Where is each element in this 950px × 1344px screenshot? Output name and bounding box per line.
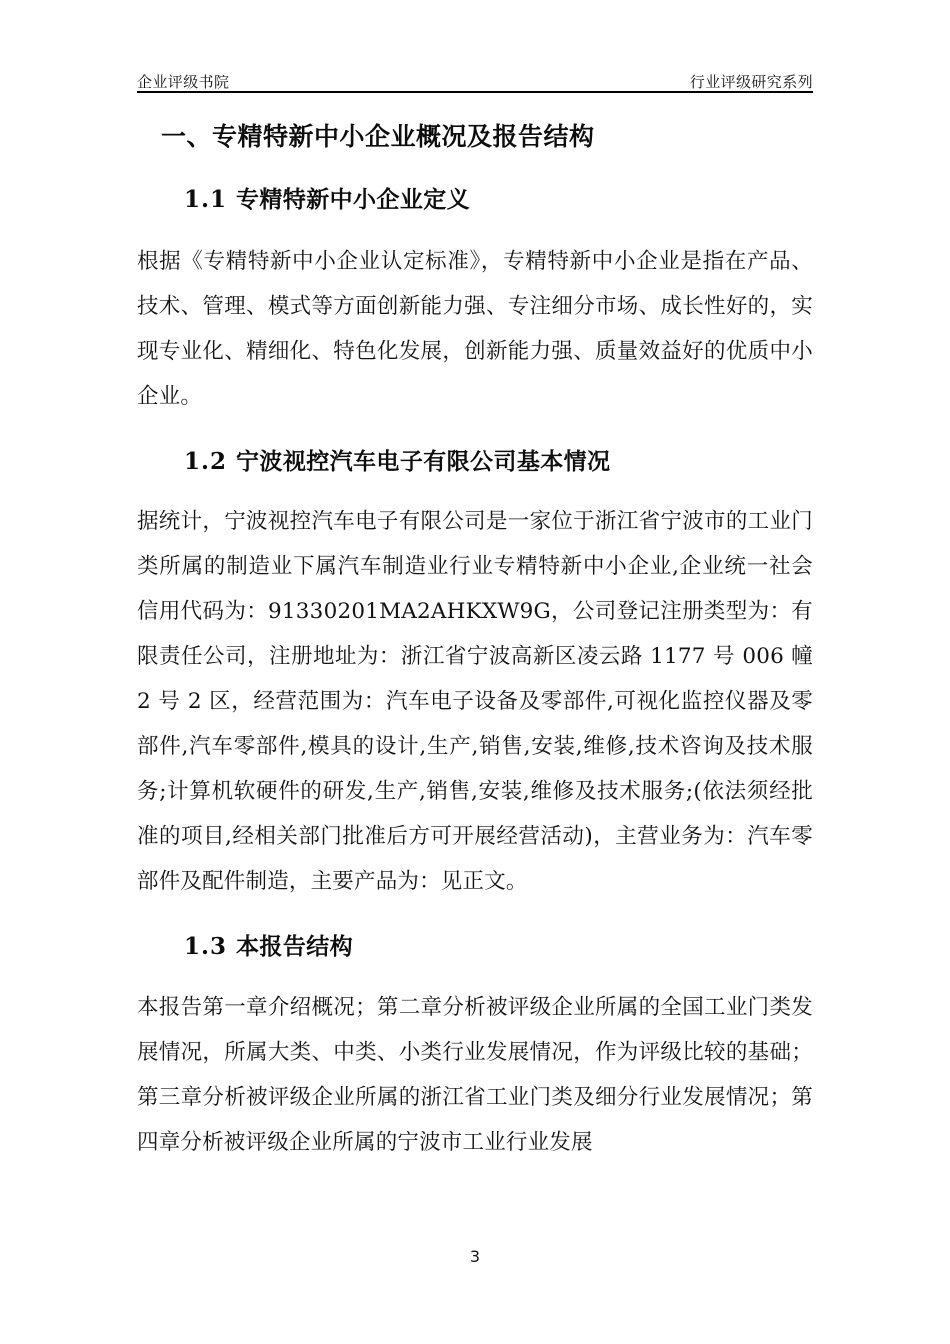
chapter-title: 一、专精特新中小企业概况及报告结构 bbox=[161, 122, 595, 151]
section-number-1-1: 1.1 bbox=[184, 186, 228, 213]
section-paragraph-1-1: 根据《专精特新中小企业认定标准》，专精特新中小企业是指在产品、技术、管理、模式等方面创新能力强、专注细分市场、成长性好的，实现专业化、精细化、特色化发展，创新能力强、质量效益好的优质中小企业。 bbox=[137, 249, 813, 409]
running-header bbox=[137, 60, 813, 90]
section-heading-1-2 bbox=[137, 419, 813, 481]
header-divider bbox=[137, 91, 813, 93]
section-number-1-3: 1.3 bbox=[184, 933, 228, 960]
page-number: 3 bbox=[469, 1247, 481, 1266]
page-content bbox=[137, 108, 813, 1165]
section-heading-1-3 bbox=[137, 904, 813, 966]
section-title-1-2: 宁波视控汽车电子有限公司基本情况 bbox=[236, 449, 611, 475]
section-paragraph-1-3: 本报告第一章介绍概况；第二章分析被评级企业所属的全国工业门类发展情况，所属大类、中类、小类行业发展情况，作为评级比较的基础；第三章分析被评级企业所属的浙江省工业门类及细分行业发展情况；第四章分析被评级企业所属的宁波市工业行业发展 bbox=[137, 995, 813, 1155]
section-paragraph-1-2: 据统计，宁波视控汽车电子有限公司是一家位于浙江省宁波市的工业门类所属的制造业下属汽车制造业行业专精特新中小企业,企业统一社会信用代码为：91330201MA2AHKXW9G，公司登记注册类型为：有限责任公司，注册地址为：浙江省宁波高新区凌云路 1177 号 006 幢 2 号 2 区，经营范围为：汽车电子设备及零部件,可视化监控仪器及零部件,汽车零部件,模具的设计,生产,销售,安装,维修,技术咨询及技术服务;计算机软硬件的研发,生产,销售,安装,维修及技术服务;(依法须经批准的项目,经相关部门批准后方可开展经营活动)，主营业务为：汽车零部件及配件制造，主要产品为：见正文。 bbox=[137, 509, 813, 894]
header-right-label: 行业评级研究系列 bbox=[689, 72, 813, 91]
header-left-label: 企业评级书院 bbox=[137, 72, 230, 91]
section-title-1-1: 专精特新中小企业定义 bbox=[236, 187, 471, 213]
section-number-1-2: 1.2 bbox=[184, 448, 228, 475]
section-title-1-3: 本报告结构 bbox=[236, 934, 354, 960]
section-heading-1-1 bbox=[137, 157, 813, 219]
